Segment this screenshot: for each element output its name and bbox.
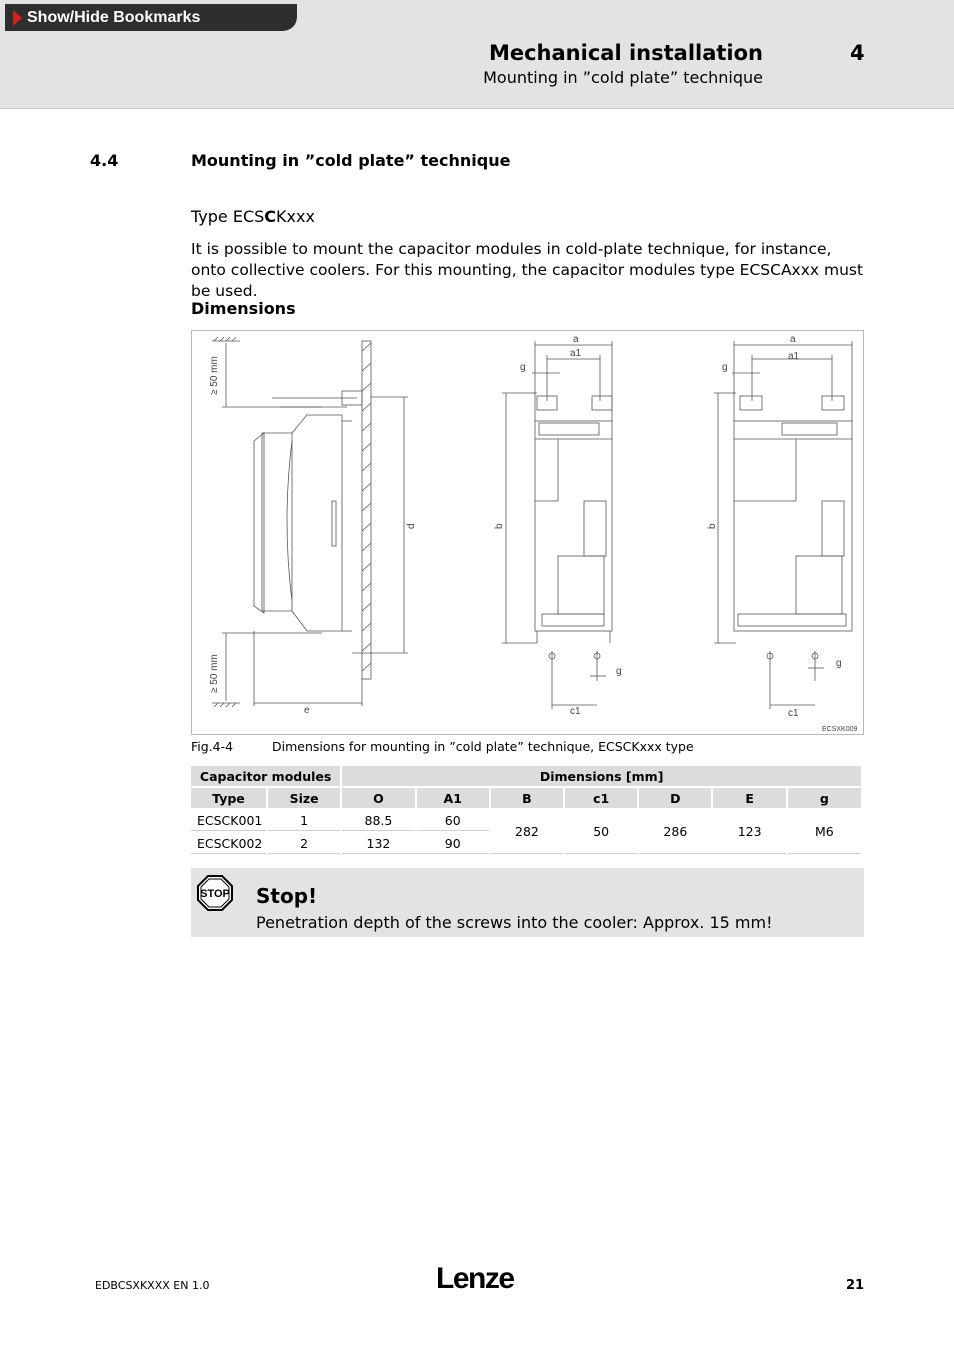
table-header-row — [191, 788, 861, 808]
label-min-bottom: ≥ 50 mm — [209, 654, 220, 693]
col-header-d: D — [639, 788, 711, 808]
type-bold: C — [264, 207, 277, 226]
cell-d: 286 — [639, 810, 711, 854]
label-a-mid: a — [573, 334, 579, 345]
dimension-drawing — [191, 330, 864, 735]
cell-c1: 50 — [565, 810, 637, 854]
label-e: e — [304, 705, 310, 716]
label-a1-right: a1 — [788, 351, 800, 362]
stop-notice — [191, 868, 864, 937]
cell-size: 2 — [268, 833, 340, 854]
dimension-drawing-svg — [192, 331, 863, 734]
col-header-c1: c1 — [565, 788, 637, 808]
cell-type: ECSCK001 — [191, 810, 266, 831]
type-prefix: Type ECS — [191, 207, 265, 226]
col-header-size: Size — [268, 788, 340, 808]
type-suffix: Kxxx — [276, 207, 315, 226]
cell-g: M6 — [788, 810, 861, 854]
dimensions-heading: Dimensions — [191, 299, 296, 318]
intro-paragraph: It is possible to mount the capacitor modules in cold-plate technique, for instance, onto collective coolers. For this mounting, the capacitor modules type ECSCAxxx must be used. — [191, 240, 864, 300]
stop-text: Penetration depth of the screws into the cooler: Approx. 15 mm! — [256, 913, 773, 932]
cell-o: 88.5 — [342, 810, 414, 831]
label-a-right: a — [790, 334, 796, 345]
label-c1-mid: c1 — [570, 706, 581, 717]
lenze-logo: Lenze — [436, 1262, 514, 1295]
cell-o: 132 — [342, 833, 414, 854]
label-b-right: b — [707, 523, 718, 529]
page-header — [0, 0, 954, 109]
section-title: Mounting in ”cold plate” technique — [191, 151, 511, 170]
label-c1-right: c1 — [788, 708, 799, 719]
stop-icon-text: STOP — [200, 888, 230, 900]
footer-doc-id: EDBCSXKXXX EN 1.0 — [95, 1279, 210, 1292]
table-group-header-row — [191, 766, 861, 786]
bookmark-arrow-icon — [13, 10, 22, 26]
type-line — [191, 207, 315, 226]
page-number: 21 — [846, 1278, 865, 1293]
col-header-g: g — [788, 788, 861, 808]
show-hide-bookmarks-button[interactable] — [5, 4, 297, 31]
cell-a1: 90 — [417, 833, 489, 854]
label-g-mid-bottom: g — [616, 666, 622, 677]
figure-code: ECSXK009 — [822, 726, 858, 733]
label-a1-mid: a1 — [570, 348, 582, 359]
section-number: 4.4 — [90, 151, 119, 170]
cell-type: ECSCK002 — [191, 833, 266, 854]
figure-caption-text: Dimensions for mounting in ”cold plate” technique, ECSCKxxx type — [272, 739, 694, 754]
label-g-right-bottom: g — [836, 658, 842, 669]
label-g-mid-top: g — [520, 362, 526, 373]
table-row — [191, 810, 861, 831]
cell-e: 123 — [713, 810, 785, 854]
cell-size: 1 — [268, 810, 340, 831]
cell-b: 282 — [491, 810, 563, 854]
chapter-number: 4 — [850, 41, 865, 65]
stop-title: Stop! — [256, 884, 318, 908]
bookmarks-label: Show/Hide Bookmarks — [27, 9, 201, 26]
stop-sign-icon — [196, 874, 234, 912]
cell-a1: 60 — [417, 810, 489, 831]
col-header-b: B — [491, 788, 563, 808]
group-header-dimensions: Dimensions [mm] — [342, 766, 861, 786]
col-header-a1: A1 — [417, 788, 489, 808]
label-g-right-top: g — [722, 362, 728, 373]
label-b-mid: b — [494, 523, 505, 529]
label-min-top: ≥ 50 mm — [209, 356, 220, 395]
group-header-capacitor: Capacitor modules — [191, 766, 340, 786]
col-header-type: Type — [191, 788, 266, 808]
figure-caption-number: Fig.4-4 — [191, 739, 234, 754]
chapter-subtitle: Mounting in ”cold plate” technique — [483, 68, 763, 87]
dimensions-table — [189, 764, 863, 856]
chapter-title: Mechanical installation — [488, 41, 763, 65]
col-header-e: E — [713, 788, 785, 808]
col-header-o: O — [342, 788, 414, 808]
label-d: d — [406, 523, 417, 529]
